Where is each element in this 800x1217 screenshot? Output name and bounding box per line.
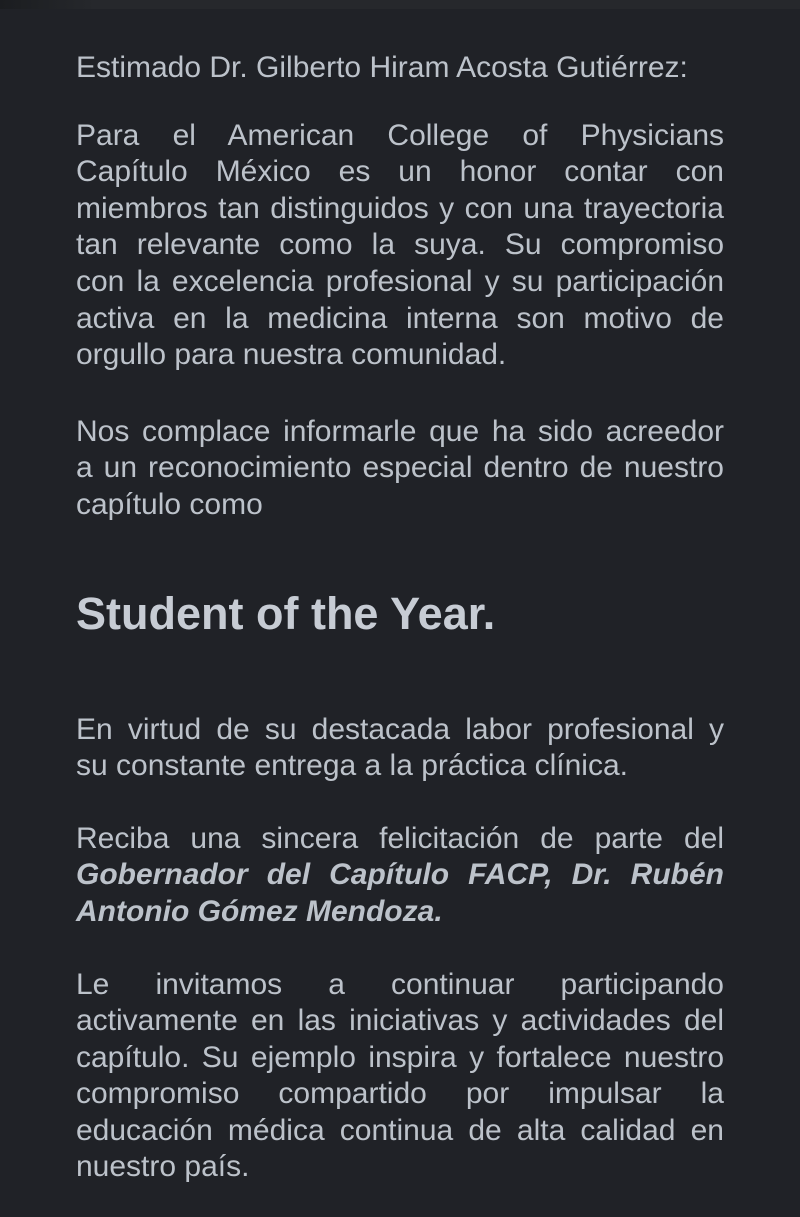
paragraph-line: activamente en las iniciativas y actividades del bbox=[76, 1004, 724, 1038]
award-title: Student of the Year. bbox=[76, 587, 496, 639]
paragraph-line: Le invitamos a continuar participando bbox=[76, 967, 724, 1001]
paragraph-line: tan relevante como la suya. Su compromiso bbox=[76, 228, 724, 262]
paragraph-line: orgullo para nuestra comunidad. bbox=[76, 338, 507, 372]
governor-name-line: Antonio Gómez Mendoza. bbox=[76, 894, 443, 928]
letter-body bbox=[0, 9, 800, 1186]
paragraph-announcement bbox=[76, 414, 724, 524]
paragraph-line: Capítulo México es un honor contar con bbox=[76, 155, 724, 189]
paragraph-closing bbox=[76, 967, 724, 1187]
paragraph-line: educación médica continua de alta calidad en bbox=[76, 1113, 724, 1147]
paragraph-intro bbox=[76, 118, 724, 374]
paragraph-line: a un reconocimiento especial dentro de nuestro bbox=[76, 451, 724, 485]
greeting-line: Estimado Dr. Gilberto Hiram Acosta Gutiérrez: bbox=[76, 51, 688, 84]
paragraph-line: capítulo. Su ejemplo inspira y fortalece nuestro bbox=[76, 1040, 724, 1074]
paragraph-line: En virtud de su destacada labor profesional y bbox=[76, 712, 724, 746]
paragraph-line: miembros tan distinguidos y con una trayectoria bbox=[76, 191, 724, 225]
governor-name-line: Gobernador del Capítulo FACP, Dr. Rubén bbox=[76, 858, 724, 892]
paragraph-line: Para el American College of Physicians bbox=[76, 118, 724, 152]
paragraph-line: capítulo como bbox=[76, 487, 263, 521]
paragraph-line: su constante entrega a la práctica clínica. bbox=[76, 749, 628, 783]
top-edge-highlight bbox=[0, 0, 800, 9]
paragraph-line: Nos complace informarle que ha sido acreedor bbox=[76, 414, 724, 448]
paragraph-line: con la excelencia profesional y su participación bbox=[76, 264, 724, 298]
paragraph-line: nuestro país. bbox=[76, 1150, 250, 1184]
paragraph-line: activa en la medicina interna son motivo de bbox=[76, 301, 724, 335]
paragraph-merit bbox=[76, 712, 724, 785]
paragraph-congratulations bbox=[76, 821, 724, 931]
paragraph-line: compromiso compartido por impulsar la bbox=[76, 1077, 724, 1111]
paragraph-line: Reciba una sincera felicitación de parte del bbox=[76, 821, 724, 855]
